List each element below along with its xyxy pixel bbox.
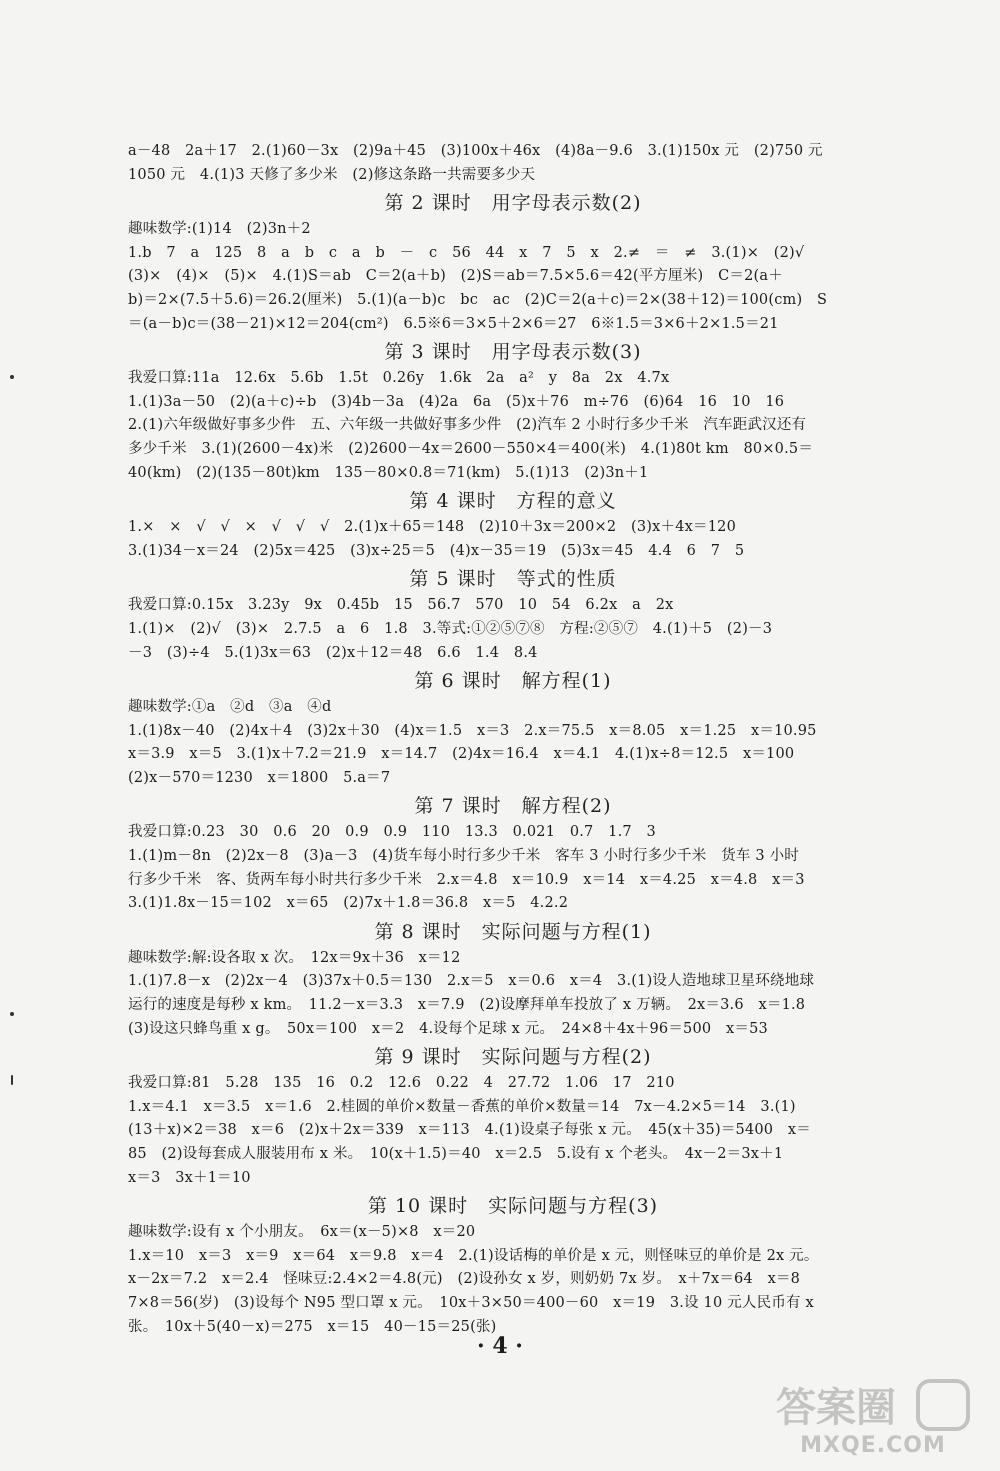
answer-line: 张。 10x＋5(40－x)＝275 x＝15 40－15＝25(张) — [128, 1318, 497, 1335]
answer-line: 40(km) (2)(135－80t)km 135－80×0.8＝71(km) 5.(1)13 (2)3n＋1 — [128, 464, 649, 481]
answer-line: x－2x＝7.2 x＝2.4 怪味豆:2.4×2＝4.8(元) (2)设孙女 x 岁，则奶奶 7x 岁。 x＋7x＝64 x＝8 — [128, 1271, 801, 1288]
answer-line: (3)× (4)× (5)× 4.(1)S＝ab C＝2(a＋b) (2)S＝ab＝7.5×5.6＝42(平方厘米) C＝2(a＋ — [128, 268, 783, 285]
watermark — [768, 1375, 978, 1465]
answer-line: 1.(1)7.8－x (2)2x－4 (3)37x＋0.5＝130 2.x＝5 x＝0.6 x＝4 3.(1)设人造地球卫星环绕地球 — [128, 973, 815, 990]
answer-line: 1.(1)3a－50 (2)(a＋c)÷b (3)4b－3a (4)2a 6a (5)x＋76 m÷76 (6)64 16 10 16 — [128, 393, 785, 410]
scan-speck — [11, 1075, 13, 1085]
answer-line: 多少千米 3.(1)(2600－4x)米 (2)2600－4x＝2600－550×4＝400(米) 4.(1)80t km 80×0.5＝ — [128, 440, 814, 457]
section-heading: 第 7 课时 解方程(2) — [414, 795, 612, 818]
answer-line: －3 (3)÷4 5.(1)3x＝63 (2)x＋12＝48 6.6 1.4 8.4 — [128, 644, 538, 661]
answer-line: 3.(1)1.8x－15＝102 x＝65 (2)7x＋1.8＝36.8 x＝5 4.2.2 — [128, 895, 569, 912]
answer-line: 趣味数学:设有 x 个小朋友。 6x＝(x－5)×8 x＝20 — [128, 1224, 476, 1241]
section-heading: 第 3 课时 用字母表示数(3) — [384, 341, 642, 364]
answer-line: b)＝2×(7.5＋5.6)＝26.2(厘米) 5.(1)(a－b)c bc ac (2)C＝2(a＋c)＝2×(38＋12)＝100(cm) S — [128, 291, 828, 308]
answer-line: 85 (2)设每套成人服装用布 x 米。 10(x＋1.5)＝40 x＝2.5 5.设有 x 个老头。 4x－2＝3x＋1 — [128, 1146, 784, 1162]
answer-line: 1.× × √ √ × √ √ √ 2.(1)x＋65＝148 (2)10＋3x＝200×2 (3)x＋4x＝120 — [128, 519, 736, 536]
answer-line: 行多少千米 客、货两车每小时共行多少千米 2.x＝4.8 x＝10.9 x＝14 x＝4.25 x＝4.8 x＝3 — [128, 871, 805, 888]
answer-line: (2)x－570＝1230 x＝1800 5.a＝7 — [128, 769, 391, 786]
answer-line: 趣味数学:(1)14 (2)3n＋2 — [128, 221, 311, 238]
answer-line: ＝(a－b)c＝(38－21)×12＝204(cm²) 6.5※6＝3×5＋2×6＝27 6※1.5＝3×6＋2×1.5＝21 — [128, 315, 779, 332]
answer-line: a－48 2a＋17 2.(1)60－3x (2)9a＋45 (3)100x＋46x (4)8a－9.6 3.(1)150x 元 (2)750 元 — [128, 143, 823, 159]
answer-content — [128, 140, 898, 1339]
section-heading: 第 10 课时 实际问题与方程(3) — [367, 1195, 659, 1218]
page-number: · 4 · — [477, 1333, 523, 1359]
answer-line: 1.b 7 a 125 8 a b c a b － c 56 44 x 7 5 x 2.≠ ＝ ≠ 3.(1)× (2)√ — [128, 244, 805, 261]
answer-line: x＝3.9 x＝5 3.(1)x＋7.2＝21.9 x＝14.7 (2)4x＝16.4 x＝4.1 4.(1)x÷8＝12.5 x＝100 — [128, 746, 795, 763]
answer-line: 我爱口算:0.15x 3.23y 9x 0.45b 15 56.7 570 10 54 6.2x a 2x — [128, 597, 674, 614]
section-heading: 第 8 课时 实际问题与方程(1) — [374, 920, 652, 943]
answer-line: 趣味数学:解:设各取 x 次。 12x＝9x＋36 x＝12 — [128, 949, 461, 966]
scan-speck — [10, 1012, 14, 1016]
answer-line: 1.(1)× (2)√ (3)× 2.7.5 a 6 1.8 3.等式:①②⑤⑦⑧ 方程:②⑤⑦ 4.(1)＋5 (2)－3 — [128, 620, 773, 637]
answer-line: 1.x＝10 x＝3 x＝9 x＝64 x＝9.8 x＝4 2.(1)设话梅的单价是 x 元，则怪味豆的单价是 2x 元。 — [128, 1247, 819, 1264]
svg-text:答案圈: 答案圈 — [776, 1385, 896, 1431]
watermark-site: MXQE.COM — [800, 1433, 946, 1458]
section-heading: 第 4 课时 方程的意义 — [409, 490, 617, 513]
answer-line: 1.(1)8x－40 (2)4x＋4 (3)2x＋30 (4)x＝1.5 x＝3 2.x＝75.5 x＝8.05 x＝1.25 x＝10.95 — [128, 722, 817, 739]
answer-line: 7×8＝56(岁) (3)设每个 N95 型口罩 x 元。 10x＋3×50＝400－60 x＝19 3.设 10 元人民币有 x — [128, 1294, 814, 1311]
answer-line: x＝3 3x＋1＝10 — [128, 1169, 251, 1186]
scan-speck — [10, 375, 14, 379]
answer-line: 1050 元 4.(1)3 天修了多少米 (2)修这条路一共需要多少天 — [128, 166, 536, 183]
section-heading: 第 2 课时 用字母表示数(2) — [384, 192, 642, 215]
answer-line: 1.x＝4.1 x＝3.5 x＝1.6 2.桂圆的单价×数量－香蕉的单价×数量＝14 7x－4.2×5＝14 3.(1) — [128, 1098, 796, 1115]
answer-line: 运行的速度是每秒 x km。 11.2－x＝3.3 x＝7.9 (2)设摩拜单车投放了 x 万辆。 2x＝3.6 x＝1.8 — [128, 997, 806, 1014]
answer-line: 我爱口算:0.23 30 0.6 20 0.9 0.9 110 13.3 0.021 0.7 1.7 3 — [128, 824, 656, 841]
answer-line: 我爱口算:81 5.28 135 16 0.2 12.6 0.22 4 27.72 1.06 17 210 — [128, 1075, 675, 1092]
watermark-logo — [768, 1375, 978, 1435]
answer-line: (13＋x)×2＝38 x＝6 (2)x＋2x＝339 x＝113 4.(1)设桌子每张 x 元。 45(x＋35)＝5400 x＝ — [128, 1122, 812, 1139]
answer-line: (3)设这只蜂鸟重 x g。 50x＝100 x＝2 4.设每个足球 x 元。 24×8＋4x＋96＝500 x＝53 — [128, 1020, 768, 1037]
section-heading: 第 5 课时 等式的性质 — [409, 568, 617, 591]
answer-line: 1.(1)m－8n (2)2x－8 (3)a－3 (4)货车每小时行多少千米 客车 3 小时行多少千米 货车 3 小时 — [128, 848, 799, 865]
section-heading: 第 6 课时 解方程(1) — [414, 670, 612, 693]
answer-line: 3.(1)34－x＝24 (2)5x＝425 (3)x÷25＝5 (4)x－35＝19 (5)3x＝45 4.4 6 7 5 — [128, 542, 745, 559]
answer-line: 趣味数学:①a ②d ③a ④d — [128, 699, 332, 716]
answer-line: 我爱口算:11a 12.6x 5.6b 1.5t 0.26y 1.6k 2a a² y 8a 2x 4.7x — [128, 370, 670, 387]
section-heading: 第 9 课时 实际问题与方程(2) — [374, 1046, 652, 1069]
answer-line: 2.(1)六年级做好事多少件 五、六年级一共做好事多少件 (2)汽车 2 小时行多少千米 汽车距武汉还有 — [128, 417, 807, 434]
